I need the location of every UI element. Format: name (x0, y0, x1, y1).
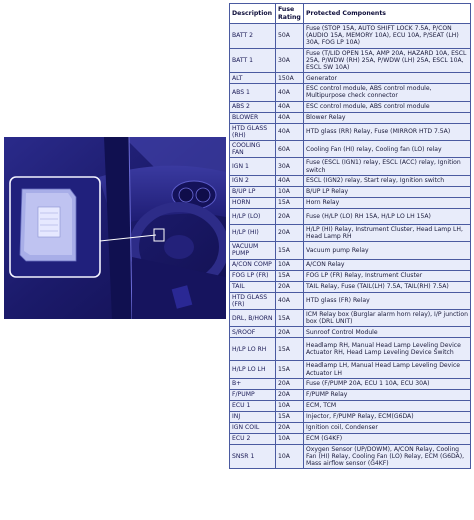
cell-fuse-rating: 40A (276, 101, 304, 112)
table-row (230, 259, 471, 270)
table-row (230, 270, 471, 281)
table-row (230, 123, 471, 140)
cell-description: BATT 1 (230, 48, 276, 73)
cell-description: HORN (230, 197, 276, 208)
cell-fuse-rating: 40A (276, 292, 304, 309)
cell-fuse-rating: 10A (276, 259, 304, 270)
cell-fuse-rating: 20A (276, 327, 304, 338)
cell-protected-components: Headlamp LH, Manual Head Lamp Leveling Device Actuator LH (304, 361, 471, 378)
table-row (230, 389, 471, 400)
cell-fuse-rating: 20A (276, 208, 304, 224)
cell-fuse-rating: 15A (276, 310, 304, 327)
cell-fuse-rating: 15A (276, 361, 304, 378)
cell-fuse-rating: 15A (276, 338, 304, 361)
cell-fuse-rating: 15A (276, 197, 304, 208)
table-row (230, 242, 471, 259)
table-row (230, 400, 471, 411)
cell-description: B/UP LP (230, 186, 276, 197)
table-row (230, 378, 471, 389)
cell-protected-components: Ignition coil, Condenser (304, 422, 471, 433)
table-row (230, 84, 471, 101)
cell-fuse-rating: 40A (276, 175, 304, 186)
cell-description: H/LP LO LH (230, 361, 276, 378)
cell-fuse-rating: 20A (276, 378, 304, 389)
cell-fuse-rating: 20A (276, 281, 304, 292)
table-row (230, 281, 471, 292)
cell-protected-components: ESC control module, ABS control module (304, 101, 471, 112)
cell-description: IGN 1 (230, 158, 276, 175)
cell-description: ECU 2 (230, 433, 276, 444)
cell-description: DRL, B/HORN (230, 310, 276, 327)
cell-fuse-rating: 50A (276, 24, 304, 49)
cell-protected-components: ECM (G4KF) (304, 433, 471, 444)
table-row (230, 112, 471, 123)
cell-protected-components: Sunroof Control Module (304, 327, 471, 338)
cell-protected-components: Blower Relay (304, 112, 471, 123)
cell-description: ALT (230, 73, 276, 84)
cell-description: INJ (230, 411, 276, 422)
cell-protected-components: Horn Relay (304, 197, 471, 208)
cell-description: ABS 2 (230, 101, 276, 112)
cell-fuse-rating: 20A (276, 224, 304, 241)
cell-description: IGN 2 (230, 175, 276, 186)
cell-protected-components: HTD glass (RR) Relay, Fuse (MIRROR HTD 7.5A) (304, 123, 471, 140)
cell-protected-components: TAIL Relay, Fuse (TAIL(LH) 7.5A, TAIL(RH) 7.5A) (304, 281, 471, 292)
table-row (230, 292, 471, 309)
cell-protected-components: ICM Relay box (Burglar alarm horn relay), I/P junction box (DRL UNIT) (304, 310, 471, 327)
column-header-description: Description (230, 4, 276, 24)
column-header-protected-components: Protected Components (304, 4, 471, 24)
cell-description: ECU 1 (230, 400, 276, 411)
table-row (230, 444, 471, 469)
table-row (230, 310, 471, 327)
table-row (230, 141, 471, 158)
cell-protected-components: B/UP LP Relay (304, 186, 471, 197)
cell-fuse-rating: 40A (276, 84, 304, 101)
cell-description: VACUUM PUMP (230, 242, 276, 259)
cell-fuse-rating: 40A (276, 112, 304, 123)
cell-protected-components: Cooling Fan (HI) relay, Cooling fan (LO) relay (304, 141, 471, 158)
cell-fuse-rating: 10A (276, 186, 304, 197)
cell-description: HTD GLASS (RH) (230, 123, 276, 140)
cell-protected-components: Injector, F/PUMP Relay, ECM(G6DA) (304, 411, 471, 422)
cell-fuse-rating: 20A (276, 422, 304, 433)
table-row (230, 327, 471, 338)
table-row (230, 24, 471, 49)
cell-description: S/ROOF (230, 327, 276, 338)
cell-protected-components: ECM, TCM (304, 400, 471, 411)
cell-description: BATT 2 (230, 24, 276, 49)
cell-description: H/LP LO RH (230, 338, 276, 361)
cell-protected-components: Fuse (T/LID OPEN 15A, AMP 20A, HAZARD 10A, ESCL 25A, P/WDW (RH) 25A, P/WDW (LH) 25A, ESCL 10A, ESCL SW 10A) (304, 48, 471, 73)
cell-description: F/PUMP (230, 389, 276, 400)
table-row (230, 361, 471, 378)
cell-protected-components: A/CON Relay (304, 259, 471, 270)
cell-description: H/LP (LO) (230, 208, 276, 224)
cell-description: COOLING FAN (230, 141, 276, 158)
cell-fuse-rating: 10A (276, 444, 304, 469)
table-row (230, 411, 471, 422)
table-row (230, 208, 471, 224)
cell-fuse-rating: 60A (276, 141, 304, 158)
table-row (230, 175, 471, 186)
cell-protected-components: ESCL (IGN2) relay, Start relay, Ignition switch (304, 175, 471, 186)
cell-protected-components: Fuse (STOP 15A, AUTO SHIFT LOCK 7.5A, P/CON (AUDIO 15A, MEMORY 10A), ECU 10A, P/SEAT (LH) 30A, FOG LP 10A) (304, 24, 471, 49)
table-body (230, 24, 471, 469)
table-row (230, 186, 471, 197)
cell-description: H/LP (HI) (230, 224, 276, 241)
cell-fuse-rating: 150A (276, 73, 304, 84)
cell-protected-components: HTD glass (FR) Relay (304, 292, 471, 309)
table-row (230, 101, 471, 112)
cell-fuse-rating: 10A (276, 433, 304, 444)
cell-fuse-rating: 10A (276, 400, 304, 411)
cell-protected-components: Headlamp RH, Manual Head Lamp Leveling Device Actuator RH, Head Lamp Leveling Device Switch (304, 338, 471, 361)
cell-protected-components: Generator (304, 73, 471, 84)
fuse-table (229, 3, 471, 469)
cell-fuse-rating: 30A (276, 158, 304, 175)
cell-protected-components: FOG LP (FR) Relay, Instrument Cluster (304, 270, 471, 281)
cell-fuse-rating: 15A (276, 411, 304, 422)
cell-protected-components: Fuse (H/LP (LO) RH 15A, H/LP LO LH 15A) (304, 208, 471, 224)
fuse-box-location-photo (4, 137, 226, 319)
cell-protected-components: F/PUMP Relay (304, 389, 471, 400)
cell-fuse-rating: 40A (276, 123, 304, 140)
cell-description: ABS 1 (230, 84, 276, 101)
table-header-row (230, 4, 471, 24)
cell-protected-components: Vacuum pump Relay (304, 242, 471, 259)
table-row (230, 422, 471, 433)
cell-fuse-rating: 15A (276, 242, 304, 259)
cell-fuse-rating: 15A (276, 270, 304, 281)
cell-fuse-rating: 20A (276, 389, 304, 400)
cell-protected-components: ESC control module, ABS control module, Multipurpose check connector (304, 84, 471, 101)
cell-protected-components: Oxygen Sensor (UP/DOWM), A/CON Relay, Cooling Fan (HI) Relay, Cooling Fan (LO) Relay, ECM (G6DA), Mass airflow sensor (G4KF) (304, 444, 471, 469)
cell-protected-components: Fuse (F/PUMP 20A, ECU 1 10A, ECU 30A) (304, 378, 471, 389)
table-row (230, 433, 471, 444)
cell-fuse-rating: 30A (276, 48, 304, 73)
table-row (230, 158, 471, 175)
table-row (230, 48, 471, 73)
table-row (230, 197, 471, 208)
cell-description: HTD GLASS (FR) (230, 292, 276, 309)
cell-description: FOG LP (FR) (230, 270, 276, 281)
cell-description: B+ (230, 378, 276, 389)
column-header-fuse-rating: Fuse Rating (276, 4, 304, 24)
cell-description: BLOWER (230, 112, 276, 123)
cell-description: SNSR 1 (230, 444, 276, 469)
table-row (230, 338, 471, 361)
cell-description: IGN COIL (230, 422, 276, 433)
table-row (230, 73, 471, 84)
cell-description: A/CON COMP (230, 259, 276, 270)
cell-protected-components: H/LP (HI) Relay, Instrument Cluster, Head Lamp LH, Head Lamp RH (304, 224, 471, 241)
cell-description: TAIL (230, 281, 276, 292)
cell-protected-components: Fuse (ESCL (IGN1) relay, ESCL (ACC) relay, Ignition switch (304, 158, 471, 175)
table-row (230, 224, 471, 241)
